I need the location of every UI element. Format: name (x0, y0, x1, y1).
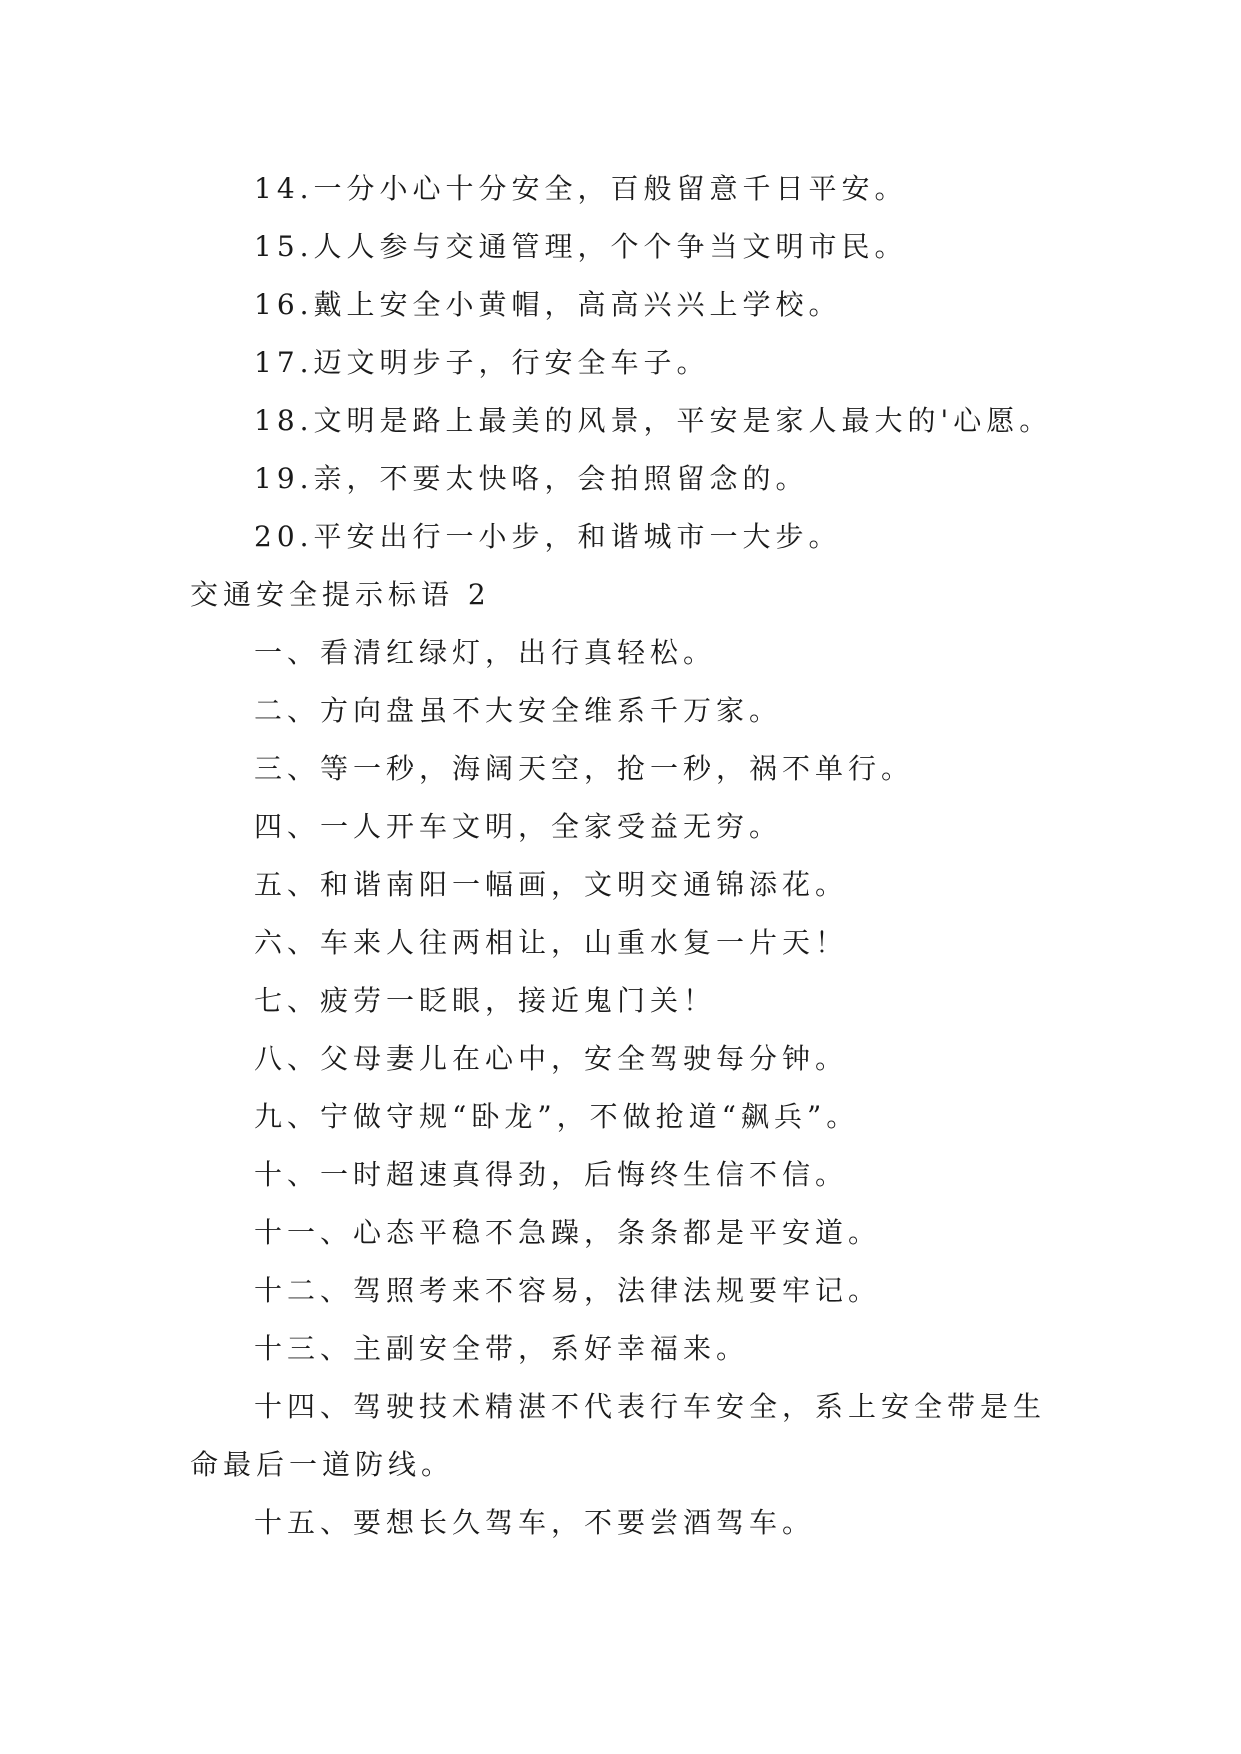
document-body (190, 160, 1053, 1552)
numbered-item-15: 15.人人参与交通管理，个个争当文明市民。 (254, 230, 908, 263)
slogan-item-13: 十三、主副安全带，系好幸福来。 (254, 1332, 750, 1365)
slogan-item-1: 一、看清红绿灯，出行真轻松。 (254, 636, 717, 669)
slogan-item-9: 九、宁做守规“卧龙”，不做抢道“飙兵”。 (254, 1100, 860, 1133)
slogan-item-12: 十二、驾照考来不容易，法律法规要牢记。 (254, 1274, 882, 1307)
numbered-item-20: 20.平安出行一小步，和谐城市一大步。 (254, 520, 842, 553)
numbered-item-18: 18.文明是路上最美的风景，平安是家人最大的'心愿。 (254, 404, 1053, 437)
slogan-item-14-line1: 十四、驾驶技术精湛不代表行车安全，系上安全带是生 (254, 1390, 1047, 1423)
numbered-item-17: 17.迈文明步子，行安全车子。 (254, 346, 710, 379)
numbered-item-19: 19.亲，不要太快咯，会拍照留念的。 (254, 462, 809, 495)
slogan-item-6: 六、车来人往两相让，山重水复一片天！ (254, 926, 849, 959)
slogan-item-2: 二、方向盘虽不大安全维系千万家。 (254, 694, 783, 727)
section-heading: 交通安全提示标语 2 (190, 578, 491, 611)
slogan-item-14-line2: 命最后一道防线。 (190, 1448, 455, 1481)
slogan-item-5: 五、和谐南阳一幅画，文明交通锦添花。 (254, 868, 849, 901)
slogan-item-4: 四、一人开车文明，全家受益无穷。 (254, 810, 783, 843)
slogan-item-3: 三、等一秒，海阔天空，抢一秒，祸不单行。 (254, 752, 915, 785)
slogan-item-8: 八、父母妻儿在心中，安全驾驶每分钟。 (254, 1042, 849, 1075)
slogan-item-15: 十五、要想长久驾车，不要尝酒驾车。 (254, 1506, 816, 1539)
slogan-item-11: 十一、心态平稳不急躁，条条都是平安道。 (254, 1216, 882, 1249)
slogan-item-7: 七、疲劳一眨眼，接近鬼门关！ (254, 984, 717, 1017)
numbered-item-14: 14.一分小心十分安全，百般留意千日平安。 (254, 172, 908, 205)
numbered-item-16: 16.戴上安全小黄帽，高高兴兴上学校。 (254, 288, 842, 321)
slogan-item-10: 十、一时超速真得劲，后悔终生信不信。 (254, 1158, 849, 1191)
